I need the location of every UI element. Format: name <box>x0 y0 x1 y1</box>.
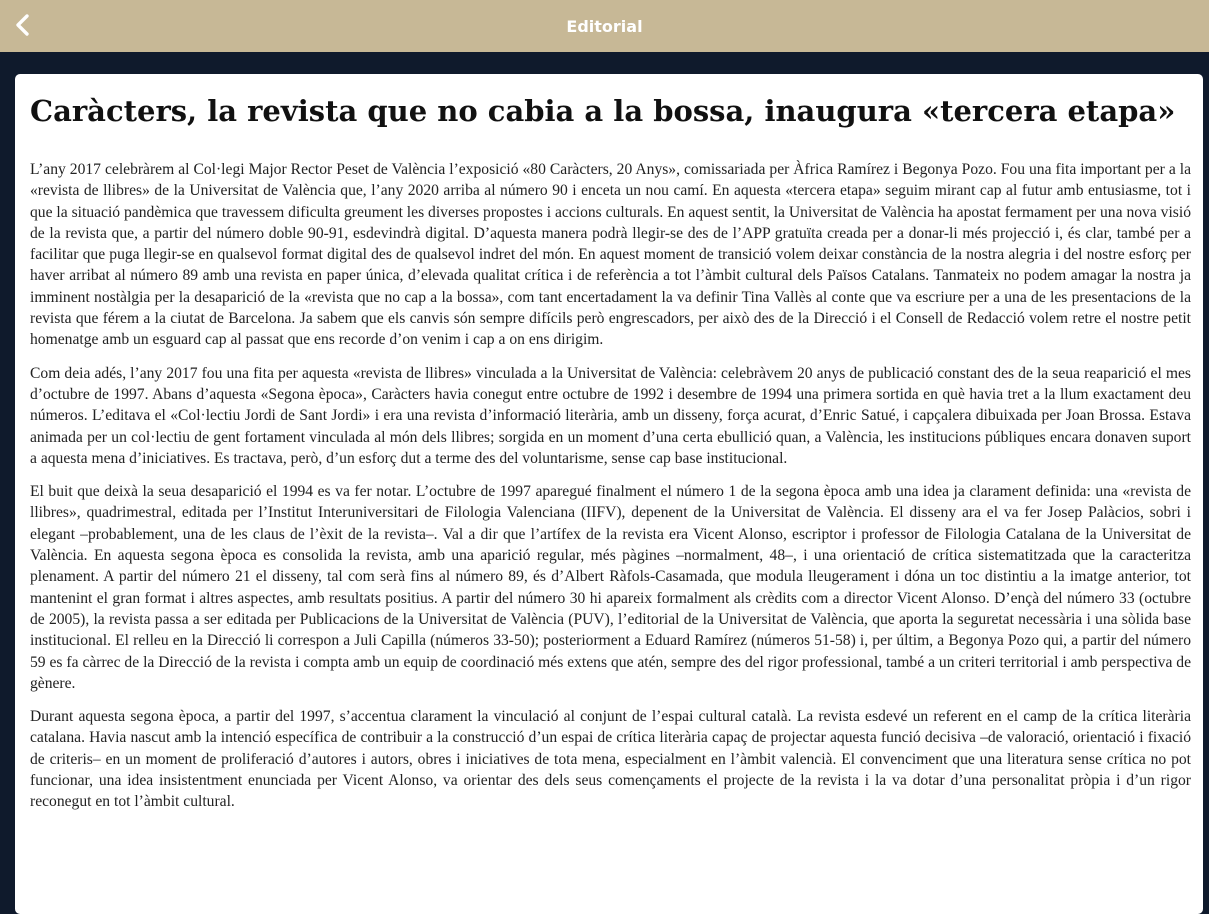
paragraph-3: El buit que deixà la seua desaparició el 1994 es va fer notar. L’octubre de 1997 aparegué finalment el número 1 de la segona època amb una idea ja clarament definida: una «revista de llibres», quadrimestral, editada per l’Institut Interuniversitari de Filologia Valenciana (IIFV), depenent de la Universitat de València. El disseny ara el va fer Josep Palàcios, sobri i elegant –probablement, una de les claus de l’èxit de la revista–. Val a dir que l’artífex de la revista era Vicent Alonso, escriptor i professor de Filologia Catalana de la Universitat de València. En aquesta segona època es consolida la revista, amb una aparició regular, més pàgines –normalment, 48–, i una orientació de crítica sistematitzada que la caracteritza plenament. A partir del número 21 el disseny, tal com serà fins al número 89, és d’Albert Ràfols-Casamada, que modula lleugerament i dóna un toc distintiu a la imatge anterior, tot mantenint el gran format i altres aspectes, amb resultats positius. A partir del número 30 hi apareix formalment als crèdits com a director Vicent Alonso. D’ençà del número 33 (octubre de 2005), la revista passa a ser editada per Publicacions de la Universitat de València (PUV), l’editorial de la Universitat de València, que aporta la seguretat necessària i una sòlida base institucional. El relleu en la Direcció li correspon a Juli Capilla (números 33-50); posteriorment a Eduard Ramírez (números 51-58) i, per últim, a Begonya Pozo qui, a partir del número 59 es fa càrrec de la Direcció de la revista i compta amb un equip de coordinació més extens que atén, sempre des del rigor professional, també a un criteri territorial i amb perspectiva de gènere. <box>30 483 1191 692</box>
paragraph-1: L’any 2017 celebràrem al Col·legi Major Rector Peset de València l’exposició «80 Caràcters, 20 Anys», comissariada per Àfrica Ramírez i Begonya Pozo. Fou una fita important per a la «revista de llibres» de la Universitat de València que, l’any 2020 arriba al número 90 i enceta un nou camí. En aquesta «tercera etapa» seguim mirant cap al futur amb entusiasme, tot i que la situació pandèmica que travessem dificulta greument les diverses propostes i accions culturals. En aquest sentit, la Universitat de València ha apostat fermament per una nova visió de la revista que, a partir del número doble 90-91, esdevindrà digital. D’aquesta manera podrà llegir-se des de l’APP gratuïta creada per a donar-li més projecció i, és clar, també per a facilitar que puga llegir-se en qualsevol format digital des de qualsevol indret del món. En aquest moment de transició volem deixar constància de la nostra alegria i del nostre esforç per haver arribat al número 89 amb una revista en paper única, d’elevada qualitat crítica i de referència a tot l’àmbit cultural dels Països Catalans. Tanmateix no podem amagar la nostra ja imminent nostàlgia per la desaparició de la «revista que no cap a la bossa», com tant encertadament la va definir Tina Vallès al conte que va escriure per a una de les presentacions de la revista que férem a la ciutat de Barcelona. Ja sabem que els canvis són sempre difícils però engrescadors, per això des de la Direcció i el Consell de Redacció volem retre el nostre petit homenatge amb un esguard cap al passat que ens recorde d’on venim i cap a on ens dirigim. <box>30 161 1191 349</box>
back-button[interactable] <box>8 10 38 40</box>
article-card <box>15 74 1203 914</box>
article-body <box>30 159 1191 825</box>
top-bar <box>0 0 1209 52</box>
article-title: Caràcters, la revista que no cabia a la bossa, inaugura «tercera etapa» <box>30 94 1176 128</box>
paragraph-2: Com deia adés, l’any 2017 fou una fita per aquesta «revista de llibres» vinculada a la Universitat de València: celebràvem 20 anys de publicació constant des de la seua reaparició el mes d’octubre de 1997. Abans d’aquesta «Segona època», Caràcters havia conegut entre octubre de 1992 i desembre de 1994 una primera sortida en què havia tret a la llum exactament deu números. L’editava el «Col·lectiu Jordi de Sant Jordi» i era una revista d’informació literària, amb un disseny, força acurat, d’Enric Satué, i capçalera dibuixada per Joan Brossa. Estava animada per un col·lectiu de gent fortament vinculada al món dels llibres; sorgida en un moment d’una certa ebullició quan, a València, les institucions públiques encara donaven suport a aquesta mena d’iniciatives. Es tractava, però, d’un esforç dut a terme des del voluntarisme, sense cap base institucional. <box>30 364 1191 467</box>
page-title: Editorial <box>566 16 643 36</box>
chevron-left-icon <box>13 13 33 37</box>
paragraph-4: Durant aquesta segona època, a partir del 1997, s’accentua clarament la vinculació al conjunt de l’espai cultural català. La revista esdevé un referent en el camp de la crítica literària catalana. Havia nascut amb la intenció específica de contribuir a la construcció d’un espai de crítica literària capaç de projectar aquesta funció decisiva –de valoració, orientació i fixació de criteris– en un moment de proliferació d’autores i autors, obres i iniciatives de tota mena, especialment en l’àmbit valencià. El convenciment que una literatura sense crítica no pot funcionar, una idea insistentment enunciada per Vicent Alonso, va orientar des dels seus començaments el projecte de la revista i la va dotar d’una personalitat pròpia i d’un rigor reconegut en tot l’àmbit cultural. <box>30 708 1191 811</box>
